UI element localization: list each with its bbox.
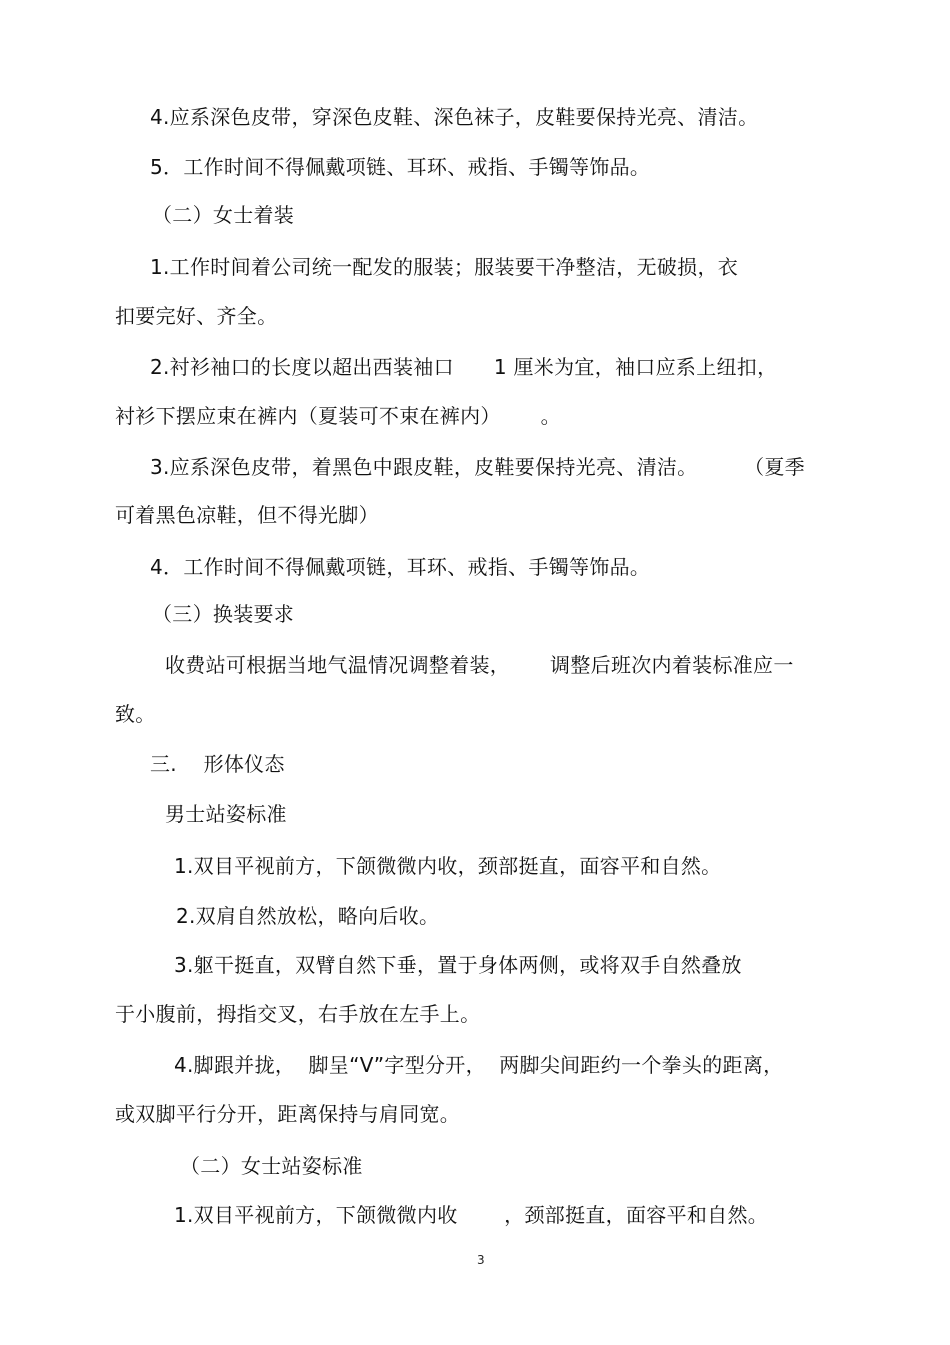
text-line-9: 可着黑色凉鞋，但不得光脚）	[115, 503, 379, 527]
text-line-12: 收费站可根据当地气温情况调整着装， 调整后班次内着装标准应一	[165, 653, 794, 677]
section-heading-women-attire: （二）女士着装	[152, 203, 295, 227]
subheading-male-stance: 男士站姿标准	[165, 802, 287, 826]
section-heading-change-attire: （三）换装要求	[152, 602, 295, 626]
section-heading-posture: 三. 形体仪态	[150, 752, 285, 776]
text-line-17: 2.双肩自然放松，略向后收。	[176, 904, 440, 928]
text-line-7: 衬衫下摆应束在裤内（夏装可不束在裤内） 。	[115, 404, 561, 428]
text-line-21: 或双脚平行分开，距离保持与肩同宽。	[115, 1102, 461, 1126]
text-line-2: 5．工作时间不得佩戴项链、耳环、戒指、手镯等饰品。	[150, 155, 651, 179]
text-line-16: 1.双目平视前方，下颌微微内收，颈部挺直，面容平和自然。	[174, 854, 722, 878]
text-line-18: 3.躯干挺直，双臂自然下垂，置于身体两侧，或将双手自然叠放	[174, 953, 742, 977]
page-number: 3	[477, 1253, 485, 1267]
text-line-13: 致。	[115, 702, 156, 726]
text-line-4: 1.工作时间着公司统一配发的服装；服装要干净整洁，无破损，衣	[150, 255, 739, 279]
text-line-5: 扣要完好、齐全。	[115, 304, 278, 328]
subheading-female-stance: （二）女士站姿标准	[180, 1154, 363, 1178]
text-line-20: 4.脚跟并拢， 脚呈“V”字型分开， 两脚尖间距约一个拳头的距离，	[174, 1053, 784, 1077]
text-line-8: 3.应系深色皮带，着黑色中跟皮鞋，皮鞋要保持光亮、清洁。 （夏季	[150, 455, 805, 479]
text-line-19: 于小腹前，拇指交叉，右手放在左手上。	[115, 1002, 481, 1026]
text-line-23: 1.双目平视前方，下颌微微内收 ，颈部挺直，面容平和自然。	[174, 1203, 769, 1227]
text-line-1: 4.应系深色皮带，穿深色皮鞋、深色袜子，皮鞋要保持光亮、清洁。	[150, 105, 759, 129]
text-line-6: 2.衬衫袖口的长度以超出西装袖口 1 厘米为宜，袖口应系上纽扣，	[150, 355, 778, 379]
text-line-10: 4．工作时间不得佩戴项链，耳环、戒指、手镯等饰品。	[150, 555, 651, 579]
